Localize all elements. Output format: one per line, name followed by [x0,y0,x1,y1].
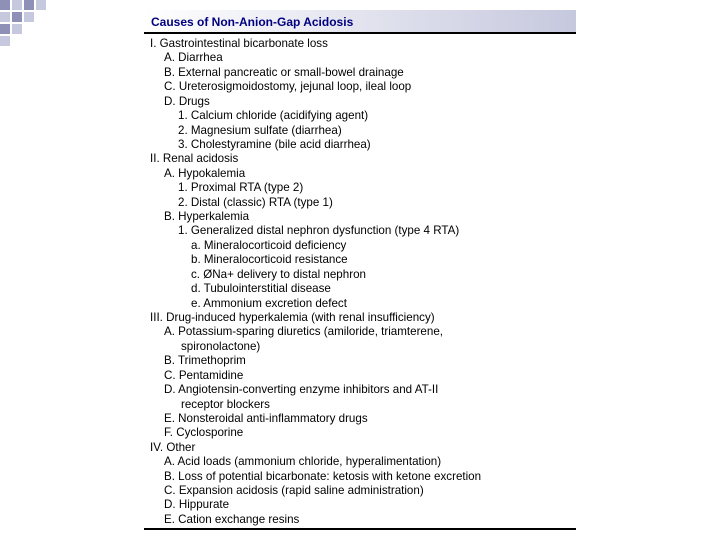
outline-item: 1. Generalized distal nephron dysfunction (type 4 RTA) [178,224,460,238]
outline-item: 1. Calcium chloride (acidifying agent) [178,109,369,123]
outline-item: spironolactone) [181,339,261,353]
outline-item: b. Mineralocorticoid resistance [191,253,348,267]
decor-square [36,0,46,10]
outline-item: 1. Proximal RTA (type 2) [178,181,304,195]
outline-item: A. Hypokalemia [164,166,246,180]
outline-item: 3. Cholestyramine (bile acid diarrhea) [178,137,371,151]
outline-item: E. Cation exchange resins [164,512,300,526]
outline-item: E. Nonsteroidal anti-inflammatory drugs [164,411,368,425]
outline-item: III. Drug-induced hyperkalemia (with renal insufficiency) [150,310,435,324]
outline-item: I. Gastrointestinal bicarbonate loss [150,37,328,50]
outline-item: a. Mineralocorticoid deficiency [191,238,347,252]
outline-item: receptor blockers [181,397,270,411]
outline-item: B. Loss of potential bicarbonate: ketosis with ketone excretion [164,469,482,483]
outline-item: C. Expansion acidosis (rapid saline administration) [164,484,424,498]
outline-item: F. Cyclosporine [164,426,244,440]
outline-item: A. Diarrhea [164,51,223,65]
outline-item: D. Drugs [164,94,210,108]
decor-square [12,0,22,10]
outline-item: IV. Other [150,440,196,454]
outline-item: 2. Distal (classic) RTA (type 1) [178,195,333,209]
page-title: Causes of Non-Anion-Gap Acidosis [151,15,354,29]
decor-square [0,12,10,22]
decor-square [24,0,34,10]
outline-item: D. Hippurate [164,498,230,512]
decor-square [0,24,10,34]
outline-item: B. External pancreatic or small-bowel drainage [164,65,404,79]
outline-item: A. Acid loads (ammonium chloride, hyperalimentation) [164,455,442,469]
outline-item: II. Renal acidosis [150,152,239,166]
outline-item: c. ØNa+ delivery to distal nephron [191,267,366,281]
outline-item: 2. Magnesium sulfate (diarrhea) [178,123,342,137]
outline-item: B. Trimethoprim [164,354,246,368]
bottom-rule [144,528,576,530]
decor-square [24,12,34,22]
decor-square [12,12,22,22]
outline-item: d. Tubulointerstitial disease [191,282,331,296]
top-rule [144,32,576,34]
outline-item: A. Potassium-sparing diuretics (amiloride, triamterene, [164,325,443,339]
decor-square [0,36,10,46]
decor-square [12,24,22,34]
outline-item: e. Ammonium excretion defect [191,296,347,310]
outline-item: D. Angiotensin-converting enzyme inhibitors and AT-II [164,383,439,397]
outline-item: C. Pentamidine [164,368,244,382]
decor-square [0,0,10,10]
outline-item: C. Ureterosigmoidostomy, jejunal loop, ileal loop [164,80,412,94]
outline-item: B. Hyperkalemia [164,210,250,224]
